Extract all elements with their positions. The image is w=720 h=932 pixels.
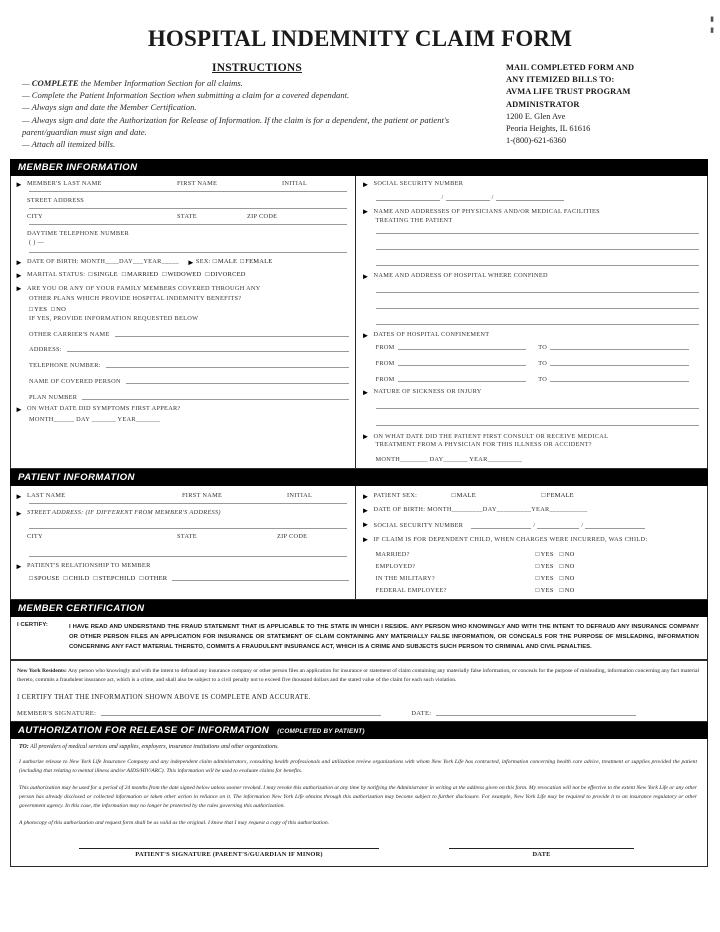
arrow-icon: ► xyxy=(361,330,370,340)
confinement-from-input-2[interactable] xyxy=(398,365,527,366)
arrow-icon: ► xyxy=(361,207,370,217)
instructions-block xyxy=(0,62,720,150)
certify-body-text: I HAVE READ AND UNDERSTAND THE FRAUD STATEMENT THAT IS APPLICABLE TO THE STATE IN WHICH I RESIDE. ANY PERSON WHO KNOWINGLY AND WITH THE INTENT TO DEFRAUD ANY INSURANCE COMPANY OR OTHER PERSON FILES AN APPLICATION FOR INSURANCE OR STATEMENT OF CLAIM CONTAINING ANY MATERIALLY FALSE INFORMATION, OR CONCEALS FOR THE PURPOSE OF MISLEADING, INFORMATION CONCERNING ANY FACT MATERIAL THERETO, COMMITS A FRAUDULENT INSURANCE ACT, WHICH IS A CRIME AND SUBJECTS SUCH PERSON TO CRIMINAL AND CIVIL PENALTIES. xyxy=(69,623,699,651)
member-city-input[interactable] xyxy=(29,224,347,225)
confinement-from-3 xyxy=(376,376,539,383)
physicians-row-2 xyxy=(376,217,701,224)
dep-military-yes-checkbox[interactable]: □ YES xyxy=(536,575,554,582)
arrow-icon: ► xyxy=(361,431,370,441)
arrow-icon: ► xyxy=(361,520,370,530)
confinement-from-2 xyxy=(376,360,539,367)
member-date-label: DATE: xyxy=(411,709,432,717)
confinement-to-input-1[interactable] xyxy=(550,349,689,350)
member-phone-label: DAYTIME TELEPHONE NUMBER xyxy=(27,230,130,238)
from-label: FROM xyxy=(375,359,395,367)
patient-initial-label: INITIAL xyxy=(287,492,313,500)
member-ssn-row xyxy=(362,180,701,189)
mail-line-4: ADMINISTRATOR xyxy=(506,99,580,109)
confinement-dates-row-3 xyxy=(376,376,701,383)
arrow-icon: ► xyxy=(15,509,24,519)
authorization-paragraph-2: This authorization may be used for a period of 24 months from the date signed below unless sooner revoked. I may revoke this authorization at any time by notifying the Administrator in writing at the address given on this form. My revocation will not be effective to the extent New York Life or any other person has already disclosed or collected information or taken other action in reliance on it. The information New York Life obtains through this authorization may become subject to further disclosure. For example, New York Life may be required to provide it to an insurance regulatory or other government agency. In this case, the information may no longer be protected by the rules governing this authorization. xyxy=(19,784,697,809)
consult-date-fields: MONTH________ DAY_______ YEAR__________ xyxy=(375,456,523,464)
confinement-to-1 xyxy=(538,344,701,351)
dep-married-label: MARRIED? xyxy=(375,550,410,558)
dep-employed-row xyxy=(376,563,701,570)
patient-dob-label: DATE OF BIRTH: MONTH_________DAY__________YEAR___________ xyxy=(373,506,588,514)
arrow-icon: ► xyxy=(361,387,370,397)
patient-city-row xyxy=(15,533,349,542)
member-name-input[interactable] xyxy=(29,191,347,192)
covered-person-input[interactable] xyxy=(126,383,349,384)
consult-date-row[interactable] xyxy=(376,456,701,463)
physicians-label-line1: NAME AND ADDRESSES OF PHYSICIANS AND/OR MEDICAL FACILITIES xyxy=(373,208,600,216)
from-label: FROM xyxy=(375,343,395,351)
patient-signature-block xyxy=(79,848,379,858)
symptoms-question-row xyxy=(15,405,349,414)
confinement-to-input-2[interactable] xyxy=(550,365,689,366)
dep-employed-yes-checkbox[interactable]: □ YES xyxy=(536,563,554,570)
arrow-icon: ► xyxy=(15,258,24,268)
arrow-icon: ► xyxy=(361,492,370,502)
covered-person-row xyxy=(29,378,349,385)
dep-married-row xyxy=(376,551,701,558)
confinement-row xyxy=(362,331,701,340)
physicians-input-3[interactable] xyxy=(376,265,699,266)
confinement-label: DATES OF HOSPITAL CONFINEMENT xyxy=(373,330,490,338)
member-phone-mask: ( ) — xyxy=(29,239,45,247)
from-label: FROM xyxy=(375,375,395,383)
patient-ssn-part-2[interactable] xyxy=(537,523,579,529)
carrier-address-label: ADDRESS: xyxy=(29,346,62,354)
carrier-phone-row xyxy=(29,362,349,369)
arrow-icon: ► xyxy=(15,562,24,572)
confinement-to-input-3[interactable] xyxy=(550,381,689,382)
patient-dob-row[interactable] xyxy=(362,506,701,515)
certify-accurate-line: I CERTIFY THAT THE INFORMATION SHOWN ABOVE IS COMPLETE AND ACCURATE. xyxy=(17,692,311,701)
patient-signature-label: PATIENT'S SIGNATURE (PARENT'S/GUARDIAN IF MINOR) xyxy=(135,850,323,858)
to-label: TO xyxy=(538,359,548,367)
certification-statement xyxy=(11,617,707,659)
patient-ssn-sep-1: / xyxy=(533,522,536,530)
arrow-spacer xyxy=(15,197,27,206)
carrier-phone-input[interactable] xyxy=(106,367,349,368)
member-signature-input[interactable] xyxy=(101,715,381,716)
dep-married-no-checkbox[interactable]: □ NO xyxy=(560,551,575,558)
other-plans-question-line1: ARE YOU OR ANY OF YOUR FAMILY MEMBERS COVERED THROUGH ANY xyxy=(27,285,261,293)
carrier-phone-label: TELEPHONE NUMBER: xyxy=(29,362,101,370)
authorization-bar xyxy=(10,722,708,739)
ssn-sep-2: / xyxy=(491,194,494,202)
mail-line-6: Peoria Heights, IL 61616 xyxy=(506,123,591,133)
patient-ssn-part-1[interactable] xyxy=(471,523,531,529)
if-yes-note: IF YES, PROVIDE INFORMATION REQUESTED BELOW xyxy=(29,315,199,323)
auth-to-lead: TO: xyxy=(19,743,29,750)
nature-input-2[interactable] xyxy=(376,425,699,426)
nature-input-1[interactable] xyxy=(376,408,699,409)
patient-name-row xyxy=(15,492,349,501)
patient-relationship-label: PATIENT'S RELATIONSHIP TO MEMBER xyxy=(27,562,151,570)
authorization-body xyxy=(10,739,708,867)
relationship-stepchild-checkbox[interactable]: □ STEPCHILD xyxy=(94,575,136,582)
patient-street-input[interactable] xyxy=(29,528,347,529)
hospital-name-label: NAME AND ADDRESS OF HOSPITAL WHERE CONFINED xyxy=(373,271,548,279)
dep-military-label: IN THE MILITARY? xyxy=(375,574,435,582)
dependent-child-question: IF CLAIM IS FOR DEPENDENT CHILD, WHEN CHARGES WERE INCURRED, WAS CHILD: xyxy=(373,536,648,544)
authorization-content xyxy=(11,739,707,866)
arrow-icon: ► xyxy=(15,284,24,294)
member-ssn-input-row[interactable] xyxy=(376,194,701,201)
authorization-bar-title: AUTHORIZATION FOR RELEASE OF INFORMATION xyxy=(18,724,270,736)
hospital-input-2[interactable] xyxy=(376,308,699,309)
ny-lead-label: New York Residents: xyxy=(17,667,67,674)
new-york-residents-body xyxy=(10,660,708,722)
to-label: TO xyxy=(538,375,548,383)
physicians-label-line2: TREATING THE PATIENT xyxy=(375,216,453,224)
arrow-icon: ► xyxy=(186,258,196,268)
patient-city-label: CITY xyxy=(27,533,43,541)
arrow-spacer xyxy=(15,230,27,239)
member-last-name-label: MEMBER'S LAST NAME xyxy=(27,180,102,188)
first-consult-row xyxy=(362,432,701,441)
arrow-icon: ► xyxy=(15,405,24,415)
instruction-line-2: — Complete the Patient Information Section when submitting a claim for a covered dependant. xyxy=(22,90,350,101)
arrow-icon: ► xyxy=(361,506,370,516)
patient-ssn-label: SOCIAL SECURITY NUMBER xyxy=(373,522,464,530)
authorization-signature-row xyxy=(19,848,697,858)
physicians-input-2[interactable] xyxy=(376,249,699,250)
member-initial-label: INITIAL xyxy=(282,180,308,188)
certification-row xyxy=(17,622,699,653)
symptoms-question-label: ON WHAT DATE DID SYMPTOMS FIRST APPEAR? xyxy=(27,405,181,413)
carrier-name-label: OTHER CARRIER'S NAME xyxy=(29,331,110,339)
arrow-icon: ► xyxy=(15,492,24,502)
if-yes-note-row xyxy=(29,315,349,322)
instructions-left xyxy=(22,62,492,150)
dep-married-yes-checkbox[interactable]: □ YES xyxy=(536,551,554,558)
arrow-icon: ► xyxy=(15,271,24,281)
member-city-label: CITY xyxy=(27,213,43,221)
scan-artifact-marks: ▮ ▮ xyxy=(710,15,714,35)
instruction-line-3: — Always sign and date the Member Certification. xyxy=(22,102,197,113)
patient-street-row xyxy=(15,509,349,518)
new-york-block xyxy=(11,661,707,721)
member-sex-male-checkbox[interactable]: □ MALE xyxy=(213,258,237,265)
member-dob-sex-row xyxy=(15,258,349,267)
member-phone-row xyxy=(15,230,349,239)
authorization-section xyxy=(10,722,708,867)
symptoms-date-fields: MONTH______ DAY _______ YEAR_______ xyxy=(29,416,161,424)
marital-single-checkbox[interactable]: □ SINGLE xyxy=(88,271,117,278)
mail-line-5: 1200 E. Glen Ave xyxy=(506,111,566,121)
carrier-name-input[interactable] xyxy=(115,336,349,337)
patient-sex-label: PATIENT SEX: xyxy=(373,492,418,500)
dep-employed-no-checkbox[interactable]: □ NO xyxy=(560,563,575,570)
member-street-row xyxy=(15,197,349,206)
dep-employed-label: EMPLOYED? xyxy=(375,562,416,570)
other-plans-answer-row xyxy=(29,306,349,313)
patient-street-label: STREET ADDRESS: (IF DIFFERENT FROM MEMBER'S ADDRESS) xyxy=(27,509,221,517)
member-certification-body xyxy=(10,617,708,660)
mail-line-1: MAIL COMPLETED FORM AND xyxy=(506,63,635,72)
physicians-row xyxy=(362,207,701,216)
member-signature-row xyxy=(17,710,699,717)
ny-paragraph xyxy=(17,667,699,685)
member-first-name-label: FIRST NAME xyxy=(177,180,218,188)
member-date-input[interactable] xyxy=(436,715,636,716)
certify-key-label: I CERTIFY: xyxy=(17,621,48,628)
confinement-from-1 xyxy=(376,344,539,351)
plan-number-label: PLAN NUMBER xyxy=(29,394,78,402)
patient-ssn-part-3[interactable] xyxy=(585,523,645,529)
patient-name-input[interactable] xyxy=(29,503,347,504)
member-left-column xyxy=(11,176,356,468)
patient-last-name-label: LAST NAME xyxy=(27,492,66,500)
patient-state-label: STATE xyxy=(177,533,197,541)
confinement-from-input-3[interactable] xyxy=(398,381,527,382)
member-information-section xyxy=(10,159,708,469)
dep-military-row xyxy=(376,575,701,582)
patient-first-name-label: FIRST NAME xyxy=(182,492,223,500)
member-certification-bar: MEMBER CERTIFICATION xyxy=(10,600,708,617)
patient-right-column xyxy=(356,486,707,598)
arrow-icon: ► xyxy=(15,180,24,190)
patient-left-column xyxy=(11,486,356,598)
patient-information-bar: PATIENT INFORMATION xyxy=(10,469,708,486)
patient-sex-female-checkbox[interactable]: □ FEMALE xyxy=(542,492,574,499)
ssn-sep-1: / xyxy=(441,194,444,202)
instruction-line-1: — COMPLETE the Member Information Section for all claims. xyxy=(22,78,243,88)
authorization-paragraph-3: A photocopy of this authorization and request form shall be as valid as the original. I know that I may request a copy of this authorization. xyxy=(19,819,330,826)
arrow-spacer xyxy=(15,533,27,542)
hospital-input-1[interactable] xyxy=(376,292,699,293)
plan-number-row xyxy=(29,394,349,401)
member-other-plans-row xyxy=(15,284,349,293)
member-marital-label: MARITAL STATUS: xyxy=(27,271,86,279)
dep-federal-yes-checkbox[interactable]: □ YES xyxy=(536,587,554,594)
mail-line-3: AVMA LIFE TRUST PROGRAM xyxy=(506,87,631,97)
relationship-spouse-checkbox[interactable]: □ SPOUSE xyxy=(29,575,60,582)
member-sex-label: SEX: xyxy=(195,258,211,266)
nature-row xyxy=(362,388,701,397)
member-street-label: STREET ADDRESS xyxy=(27,197,85,205)
page-title: HOSPITAL INDEMNITY CLAIM FORM xyxy=(147,26,573,51)
patient-ssn-row xyxy=(362,520,701,529)
member-information-bar: MEMBER INFORMATION xyxy=(10,159,708,176)
hospital-input-3[interactable] xyxy=(376,324,699,325)
ssn-part-3[interactable] xyxy=(496,195,564,201)
confinement-dates-row-2 xyxy=(376,360,701,367)
confinement-to-3 xyxy=(538,376,701,383)
covered-person-label: NAME OF COVERED PERSON xyxy=(29,378,121,386)
patient-city-input[interactable] xyxy=(29,556,347,557)
patient-ssn-sep-2: / xyxy=(581,522,584,530)
other-plans-no-checkbox[interactable]: □ NO xyxy=(51,306,66,313)
confinement-from-input-1[interactable] xyxy=(398,349,527,350)
dep-federal-label: FEDERAL EMPLOYEE? xyxy=(375,586,447,594)
carrier-address-row xyxy=(29,346,349,353)
confinement-to-2 xyxy=(538,360,701,367)
patient-relationship-row xyxy=(15,562,349,571)
dep-military-no-checkbox[interactable]: □ NO xyxy=(560,575,575,582)
member-name-row xyxy=(15,180,349,189)
instructions-heading: INSTRUCTIONS xyxy=(212,62,302,74)
arrow-icon: ► xyxy=(361,535,370,545)
authorization-date-block xyxy=(449,848,634,858)
carrier-name-row xyxy=(29,331,349,338)
member-ssn-label: SOCIAL SECURITY NUMBER xyxy=(373,180,464,188)
plan-number-input[interactable] xyxy=(82,399,348,400)
physicians-input-1[interactable] xyxy=(376,233,699,234)
ssn-part-1[interactable] xyxy=(376,195,440,201)
hospital-name-row xyxy=(362,272,701,281)
mail-line-7: 1-(800)-621-6360 xyxy=(506,136,567,146)
ssn-part-2[interactable] xyxy=(446,195,490,201)
member-state-label: STATE xyxy=(177,213,197,221)
first-consult-line2: TREATMENT FROM A PHYSICIAN FOR THIS ILLNESS OR ACCIDENT? xyxy=(375,441,592,449)
carrier-address-input[interactable] xyxy=(67,351,349,352)
patient-information-body xyxy=(10,486,708,599)
arrow-icon: ► xyxy=(361,271,370,281)
member-right-column xyxy=(356,176,707,468)
other-plans-yes-checkbox[interactable]: □ YES xyxy=(29,306,47,313)
mail-line-2: ANY ITEMIZED BILLS TO: xyxy=(506,75,615,85)
confinement-dates-row-1 xyxy=(376,344,701,351)
dep-federal-row xyxy=(376,587,701,594)
patient-sex-male-checkbox[interactable]: □ MALE xyxy=(452,492,542,499)
other-plans-question-line2: OTHER PLANS WHICH PROVIDE HOSPITAL INDEMNITY BENEFITS? xyxy=(29,294,242,302)
member-city-row xyxy=(15,213,349,222)
member-information-body xyxy=(10,176,708,469)
marital-widowed-checkbox[interactable]: □ WIDOWED xyxy=(162,271,201,278)
authorization-bar-subtitle: (COMPLETED BY PATIENT) xyxy=(277,727,365,735)
patient-sex-row xyxy=(362,492,701,501)
relationship-other-checkbox[interactable]: □ OTHER xyxy=(140,575,168,582)
other-plans-question-line2-row xyxy=(29,294,349,303)
dep-federal-no-checkbox[interactable]: □ NO xyxy=(560,587,575,594)
member-zip-label: ZIP CODE xyxy=(247,213,278,221)
first-consult-line1: ON WHAT DATE DID THE PATIENT FIRST CONSULT OR RECEIVE MEDICAL xyxy=(373,432,609,440)
auth-to-body: All providers of medical services and supplies, employers, insurance institutions and other organizations. xyxy=(30,743,279,750)
patient-information-section xyxy=(10,469,708,599)
authorization-paragraph-1: I authorize release to New York Life Insurance Company and any independent claim administrators, consulting health professionals and utilization review organizations with whom New York Life has contracted, information concerning health care advice, treatment or supplies provided the patient (including that relating to mental illness and/or AIDS/HIV/ARC). This information will be used to evaluate claims for benefits. xyxy=(19,758,697,774)
relationship-other-input[interactable] xyxy=(172,580,348,581)
authorization-to-line xyxy=(19,744,697,750)
patient-relationship-options xyxy=(29,575,349,582)
member-certification-section xyxy=(10,600,708,722)
instruction-line-4: — Always sign and date the Authorization for Release of Information. If the claim is for a dependent, the patient or patient's parent/guardian must sign and date. xyxy=(22,114,450,137)
mailing-address-block xyxy=(492,62,634,150)
member-marital-row xyxy=(15,271,349,280)
member-sex-female-checkbox[interactable]: □ FEMALE xyxy=(240,258,272,265)
dependent-child-question-row xyxy=(362,535,701,544)
patient-zip-label: ZIP CODE xyxy=(277,533,308,541)
to-label: TO xyxy=(538,343,548,351)
member-phone-divider xyxy=(29,252,347,253)
marital-divorced-checkbox[interactable]: □ DIVORCED xyxy=(205,271,245,278)
member-dob-label[interactable]: DATE OF BIRTH: MONTH____DAY___YEAR_____ xyxy=(27,258,179,266)
instruction-line-5: — Attach all itemized bills. xyxy=(22,139,116,150)
member-phone-mask-row[interactable] xyxy=(29,239,349,246)
first-consult-row-2 xyxy=(376,441,701,448)
ny-body-text: Any person who knowingly and with the intent to defraud any insurance company or other person files an application for insurance or statement of claim containing any materially false information, or conceals for the purpose of misleading, information concerning any fact material thereto, commits a fraudulent insurance act, which is a crime, and shall also be subject to a civil penalty not to exceed five thousand dollars and the stated value of the claim for each such violation. xyxy=(17,667,700,683)
authorization-date-label: DATE xyxy=(532,850,551,858)
member-street-input[interactable] xyxy=(29,208,347,209)
member-signature-label: MEMBER'S SIGNATURE: xyxy=(17,709,97,717)
marital-married-checkbox[interactable]: □ MARRIED xyxy=(122,271,159,278)
nature-label: NATURE OF SICKNESS OR INJURY xyxy=(373,387,482,395)
arrow-icon: ► xyxy=(361,180,370,190)
symptoms-date-row[interactable] xyxy=(29,416,349,423)
arrow-spacer xyxy=(15,213,27,222)
relationship-child-checkbox[interactable]: □ CHILD xyxy=(64,575,90,582)
